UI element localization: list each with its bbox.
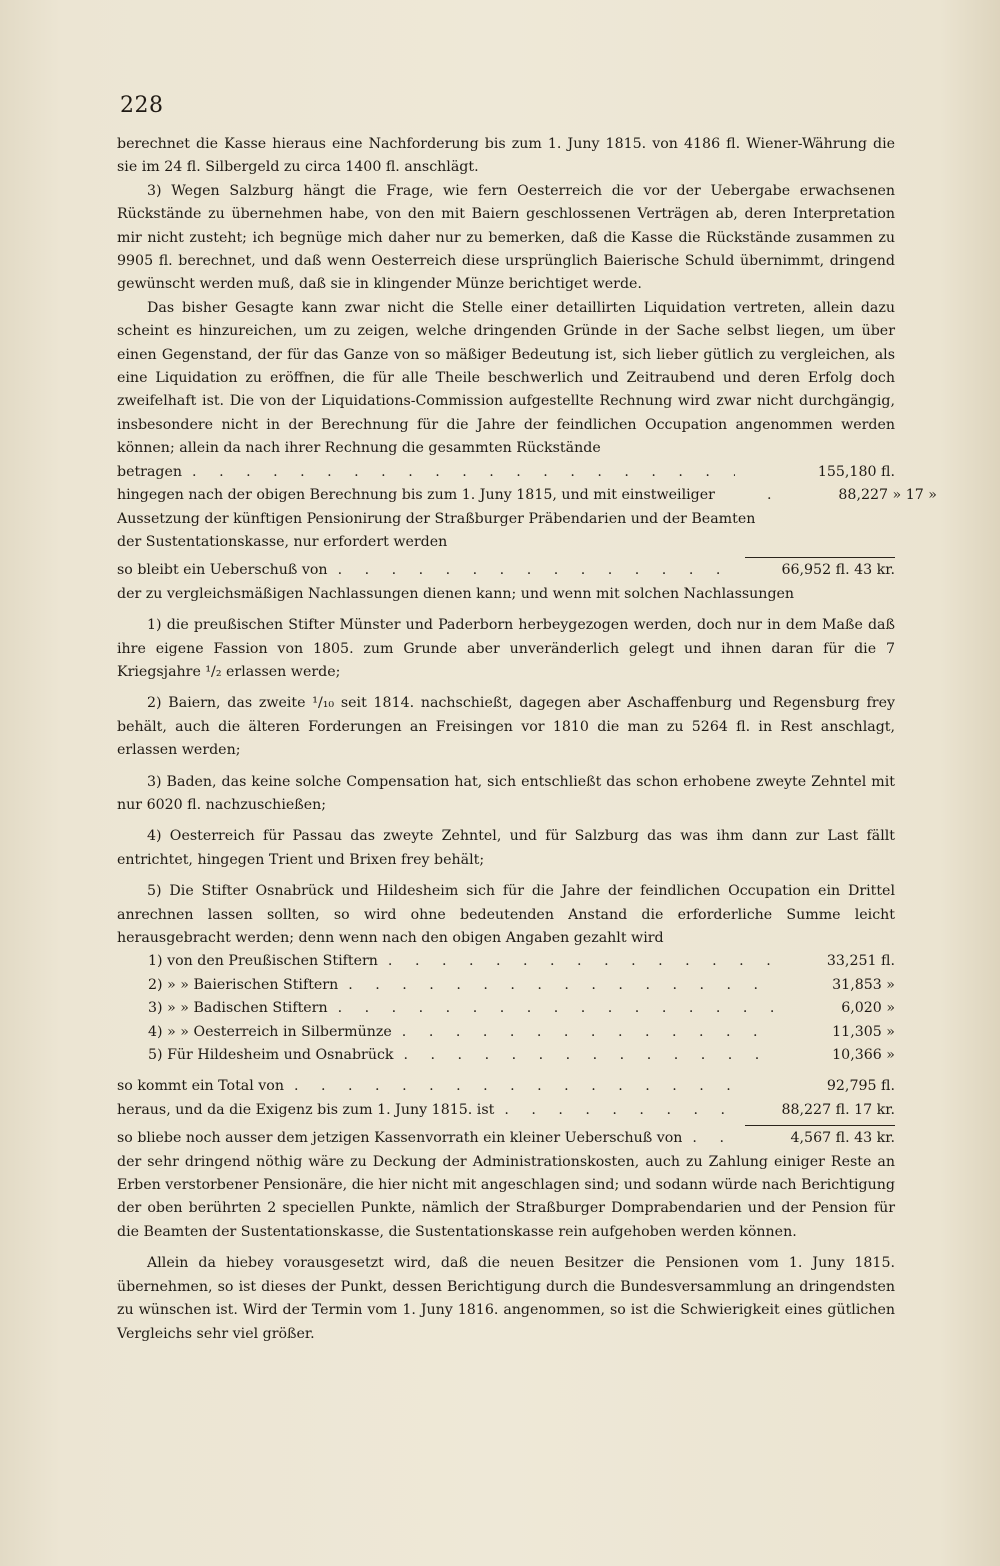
closing-paragraph: Allein da hiebey vorausgesetzt wird, daß die neuen Besitzer die Pensionen vom 1. Juny 1815. übernehmen, so ist dieses der Punkt, dessen Berichtigung durch die Bundesversammlung an dringendsten zu wünschen ist. Wird der Termin vom 1. Juny 1816. angenommen, so ist die Schwierigkeit eines gütlichen Vergleichs sehr viel größer. <box>117 1255 895 1342</box>
numbered-point: 1) die preußischen Stifter Münster und Paderborn herbeygezogen werden, doch nur in dem Maße daß ihre eigene Fassion von 1805. zum Grunde aber unveränderlich gelegt und ihnen daran für die 7 Kriegsjahre ¹/₂ erlassen werde; <box>117 617 895 680</box>
paragraph: berechnet die Kasse hieraus eine Nachforderung bis zum 1. Juny 1815. von 4186 fl. Wiener-Währung die sie im 24 fl. Silbergeld zu circa 1400 fl. anschlägt. <box>117 136 895 176</box>
payment-row <box>117 974 895 997</box>
payment-amount: 33,251 fl. <box>826 953 895 970</box>
numbered-point: 4) Oesterreich für Passau das zweyte Zehntel, und für Salzburg das was ihm dann zur Last fällt entrichtet, hingegen Trient und Brixen frey behält; <box>117 828 895 868</box>
payment-row <box>117 1044 895 1067</box>
payment-row <box>117 1021 895 1044</box>
numbered-point: 3) Baden, das keine solche Compensation hat, sich entschließt das schon erhobene zweyte Zehntel mit nur 6020 fl. nachzuschießen; <box>117 773 895 813</box>
calc-amount: 155,180 fl. <box>817 463 895 480</box>
paragraph: der sehr dringend nöthig wäre zu Deckung der Administrationskosten, auch zu Zahlung einiger Reste an Erben verstorbener Pensionäre, die hier nicht mit angeschlagen sind; und sodann würde nach Berichtigung der oben berührten 2 speciellen Punkte, nämlich der Straßburger Domprabendarien und der Pension für die Beamten der Sustentationskasse, die Sustentationskasse rein aufgehoben werden können. <box>117 1153 895 1240</box>
payments-list <box>117 950 895 1067</box>
payment-row <box>117 950 895 973</box>
calc-amount: 66,952 fl. 43 kr. <box>781 562 895 579</box>
exigenz-label: heraus, und da die Exigenz bis zum 1. Juny 1815. ist <box>117 1101 495 1118</box>
payment-label: 1) von den Preußischen Stiftern <box>148 953 378 970</box>
numbered-point: 5) Die Stifter Osnabrück und Hildesheim sich für die Jahre der feindlichen Occupation ein Drittel anrechnen lassen sollten, so wird ohne bedeutenden Anstand die erforderliche Summe leicht herausgebracht werden; denn wenn nach den obigen Angaben gezahlt wird <box>117 883 895 946</box>
leader-dots <box>284 1075 735 1098</box>
payment-row <box>117 997 895 1020</box>
total-row <box>117 1075 895 1098</box>
payment-label: 2) » » Baierischen Stiftern <box>148 976 339 993</box>
paragraph: Das bisher Gesagte kann zwar nicht die Stelle einer detaillirten Liquidation vertreten, allein dazu scheint es hinzureichen, um zu zeigen, welche dringenden Gründe in der Sache selbst liegen, um über einen Gegenstand, der für das Ganze von so mäßiger Bedeutung ist, sich lieber gütlich zu vergleichen, als eine Liquidation zu eröffnen, die für alle Theile beschwerlich und Zeitraubend und deren Erfolg doch zweifelhaft ist. Die von der Liquidations-Commission aufgestellte Rechnung wird zwar nicht durchgängig, insbesondere nicht in der Berechnung für die Jahre der feindlichen Occupation angenommen werden können; allein da nach ihrer Rechnung die gesammten Rückstände <box>117 299 895 457</box>
leader-dots <box>182 461 735 484</box>
calc-row-ueberschuss <box>117 559 895 582</box>
calc-row-hingegen <box>117 484 937 554</box>
calc-label: hingegen nach der obigen Berechnung bis zum 1. Juny 1815, und mit einstweiliger Aussetzung der künftigen Pensionirung der Straßburger Präbendarien und der Beamten der Sustentationskasse, nur erfordert werden <box>117 487 756 550</box>
rest-amount: 4,567 fl. 43 kr. <box>790 1130 895 1147</box>
paragraph: 3) Wegen Salzburg hängt die Frage, wie fern Oesterreich die vor der Uebergabe erwachsenen Rückstände zu übernehmen habe, von den mit Baiern geschlossenen Verträgen ab, deren Interpretation mir nicht zusteht; ich begnüge mich daher nur zu bemerken, daß die Kasse die Rückstände zusammen zu 9905 fl. berechnet, und daß wenn Oesterreich diese ursprünglich Baierische Schuld übernimmt, dringend gewünscht werden muß, daß sie in klingender Münze berichtiget werde. <box>117 182 895 293</box>
leader-dots <box>394 1044 775 1067</box>
numbered-point: 2) Baiern, das zweite ¹/₁₀ seit 1814. nachschießt, dagegen aber Aschaffenburg und Regensburg frey behält, auch die älteren Forderungen an Freisingen vor 1810 die man zu 5264 fl. in Rest anschlagt, erlassen werden; <box>117 695 895 759</box>
calc-label: betragen <box>117 463 183 480</box>
leader-dots <box>328 559 735 582</box>
leader-dots <box>338 974 775 997</box>
sum-rule <box>745 1125 895 1126</box>
total-label: so kommt ein Total von <box>117 1078 284 1095</box>
leader-dots <box>757 484 777 507</box>
payment-amount: 31,853 » <box>832 976 895 993</box>
calc-label: so bleibt ein Ueberschuß von <box>117 562 328 579</box>
payment-amount: 6,020 » <box>841 1000 895 1017</box>
leader-dots <box>494 1099 735 1122</box>
total-amount: 92,795 fl. <box>826 1078 895 1095</box>
leader-dots <box>682 1127 735 1150</box>
payment-amount: 11,305 » <box>832 1023 895 1040</box>
calc-row-betragen <box>117 461 895 484</box>
sum-rule <box>745 557 895 558</box>
exigenz-row <box>117 1099 895 1122</box>
payment-label: 5) Für Hildesheim und Osnabrück <box>148 1047 394 1064</box>
paragraph: der zu vergleichsmäßigen Nachlassungen dienen kann; und wenn mit solchen Nachlassungen <box>117 585 795 602</box>
payment-label: 4) » » Oesterreich in Silbermünze <box>148 1023 392 1040</box>
page-text <box>117 133 937 1346</box>
rest-row <box>117 1127 895 1150</box>
payment-amount: 10,366 » <box>832 1047 895 1064</box>
leader-dots <box>392 1021 775 1044</box>
rest-label: so bliebe noch ausser dem jetzigen Kassenvorrath ein kleiner Ueberschuß von <box>117 1130 683 1147</box>
page-number: 228 <box>120 93 164 118</box>
leader-dots <box>378 950 775 973</box>
calc-amount: 88,227 » 17 » <box>838 487 937 504</box>
payment-label: 3) » » Badischen Stiftern <box>148 1000 328 1017</box>
exigenz-amount: 88,227 fl. 17 kr. <box>781 1101 895 1118</box>
leader-dots <box>328 997 775 1020</box>
